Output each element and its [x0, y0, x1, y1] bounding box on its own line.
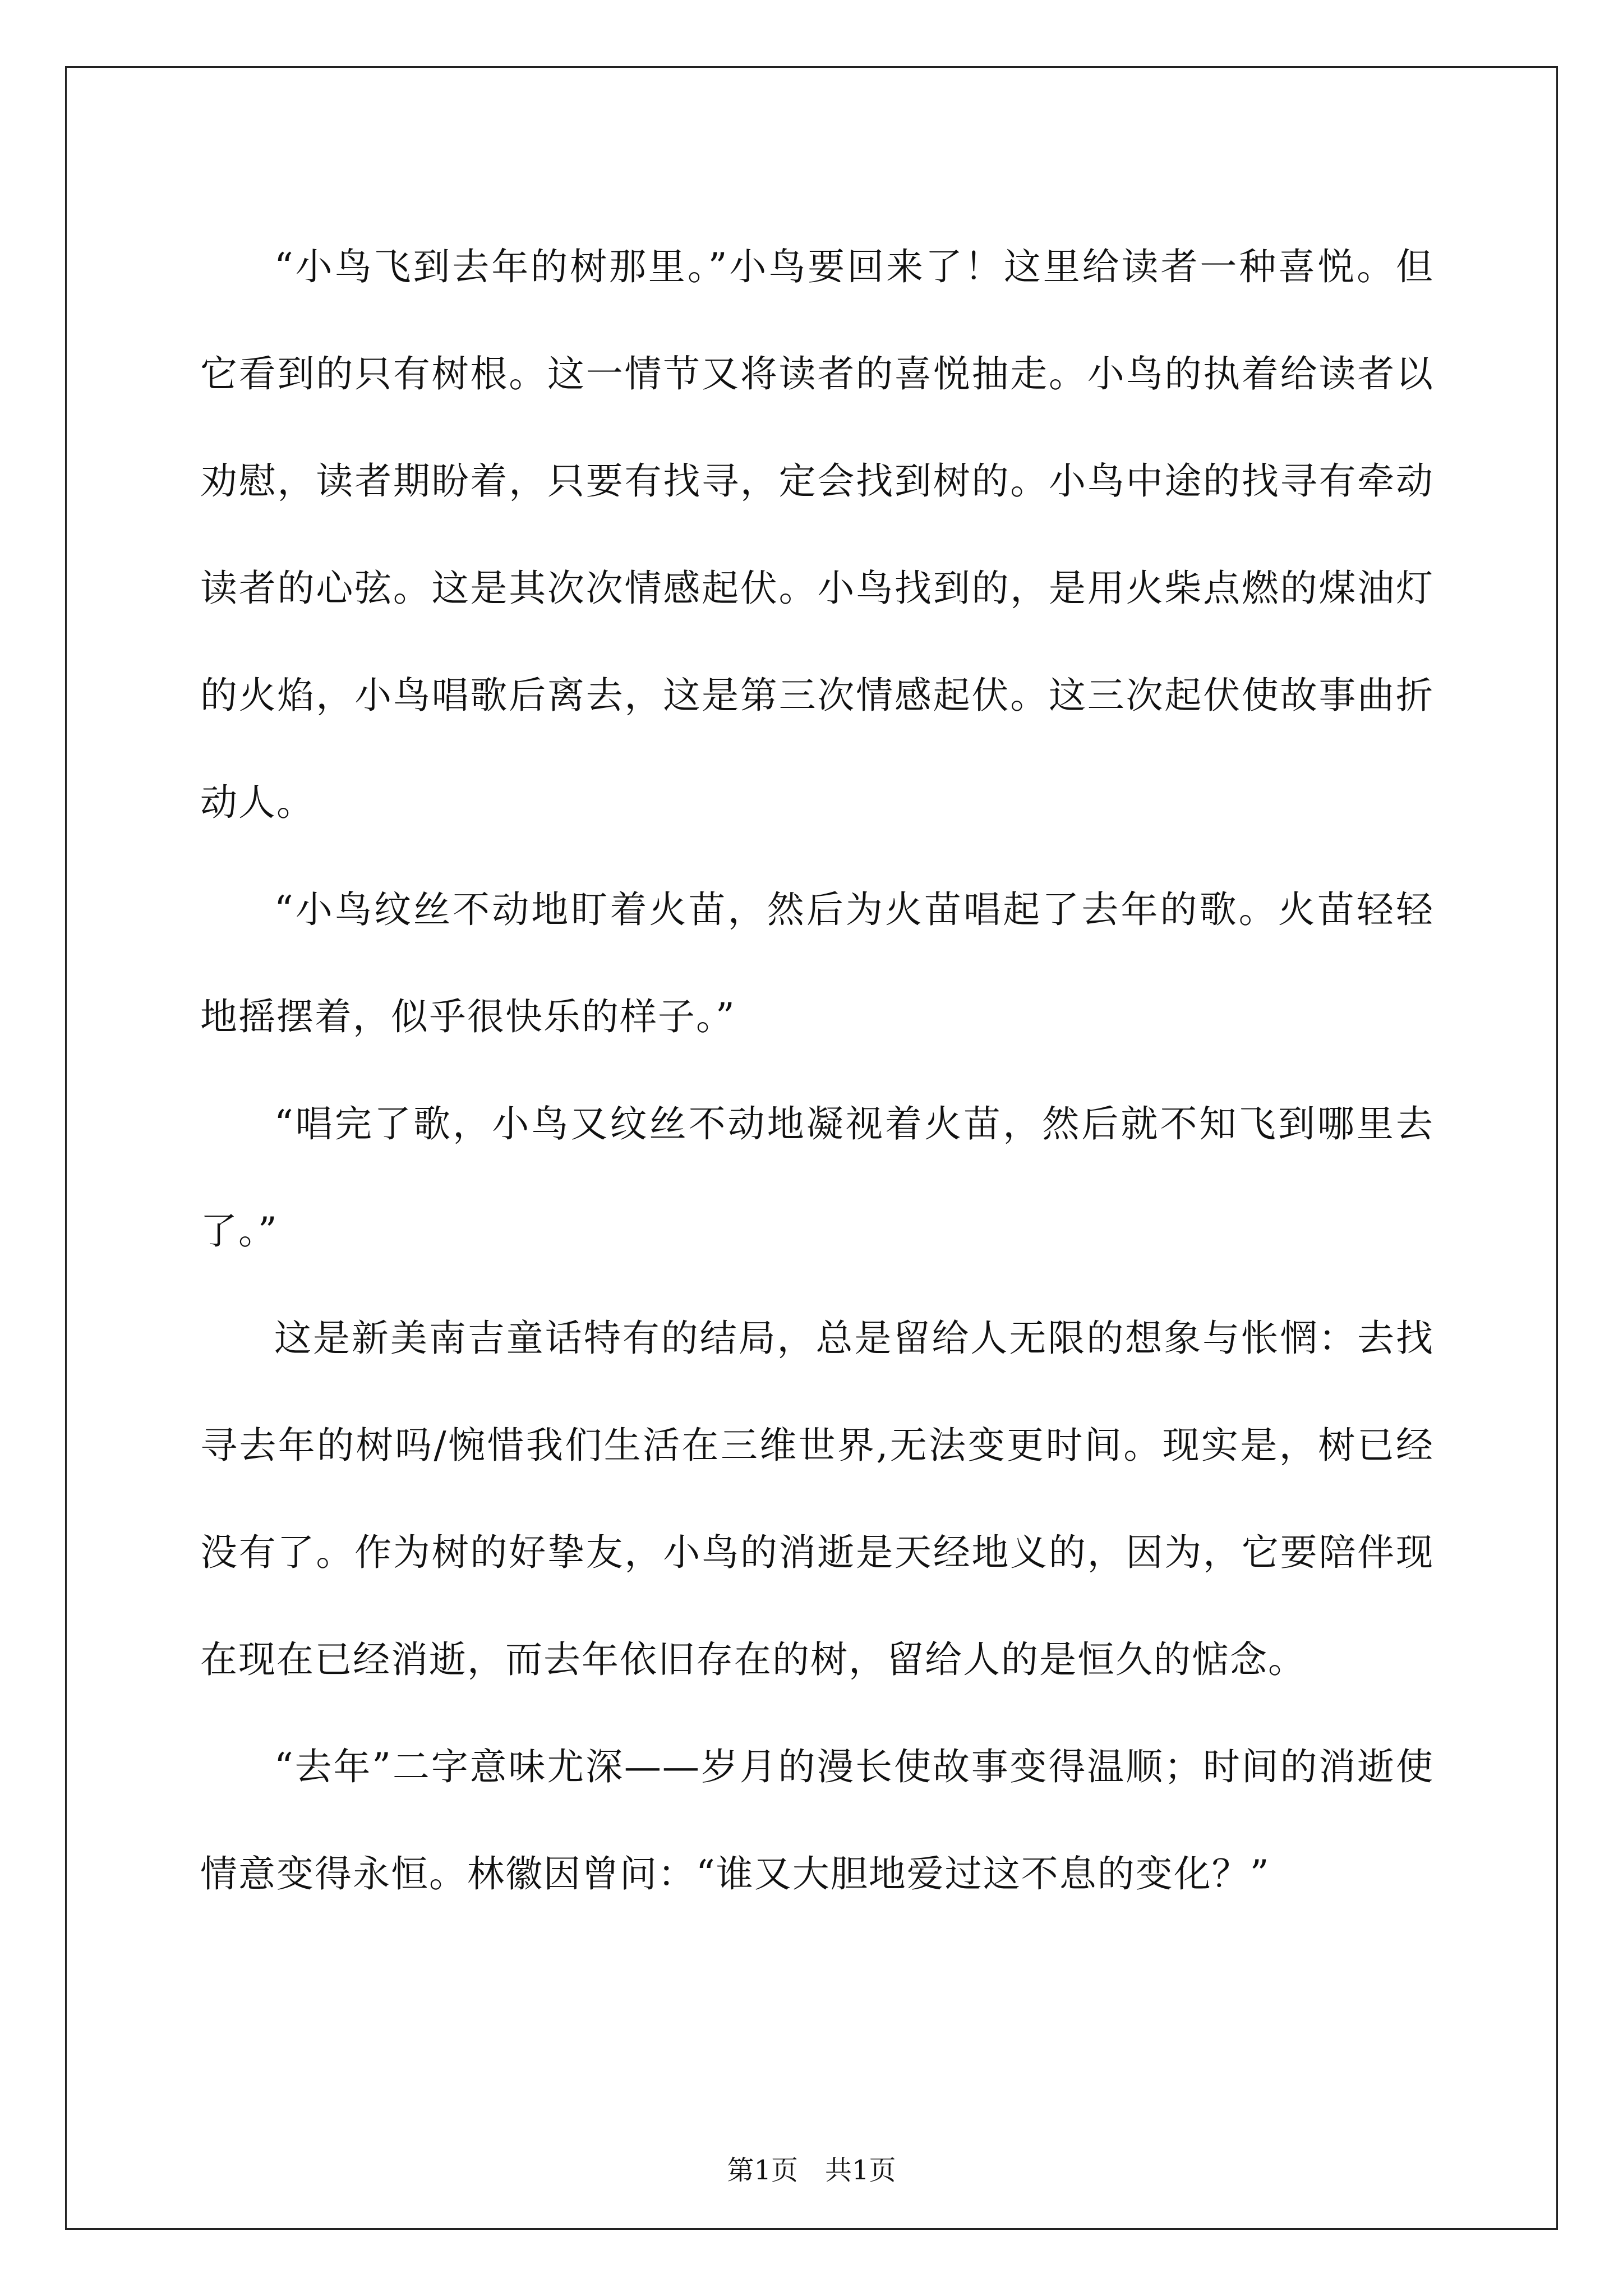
paragraph-2: “小鸟纹丝不动地盯着火苗，然后为火苗唱起了去年的歌。火苗轻轻地摇摆着，似乎很快乐的样子。” — [200, 888, 1434, 1038]
paragraph-5: “去年”二字意味尤深——岁月的漫长使故事变得温顺；时间的消逝使情意变得永恒。林徽因曾问：“谁又大胆地爱过这不息的变化？” — [200, 1745, 1434, 1895]
paragraph-1: “小鸟飞到去年的树那里。”小鸟要回来了！这里给读者一种喜悦。但它看到的只有树根。这一情节又将读者的喜悦抽走。小鸟的执着给读者以劝慰，读者期盼着，只要有找寻，定会找到树的。小鸟中途的找寻有牵动读者的心弦。这是其次次情感起伏。小鸟找到的，是用火柴点燃的煤油灯的火焰，小鸟唱歌后离去，这是第三次情感起伏。这三次起伏使故事曲折动人。 — [200, 245, 1434, 824]
document-body — [200, 213, 1434, 1927]
page-number-footer: 第1页 共1页 — [727, 2155, 896, 2186]
paragraph-4: 这是新美南吉童话特有的结局，总是留给人无限的想象与怅惘：去找寻去年的树吗/惋惜我们生活在三维世界,无法变更时间。现实是，树已经没有了。作为树的好挚友，小鸟的消逝是天经地义的，因为，它要陪伴现在现在已经消逝，而去年依旧存在的树，留给人的是恒久的惦念。 — [200, 1317, 1434, 1681]
paragraph-3: “唱完了歌，小鸟又纹丝不动地凝视着火苗，然后就不知飞到哪里去了。” — [200, 1102, 1434, 1253]
